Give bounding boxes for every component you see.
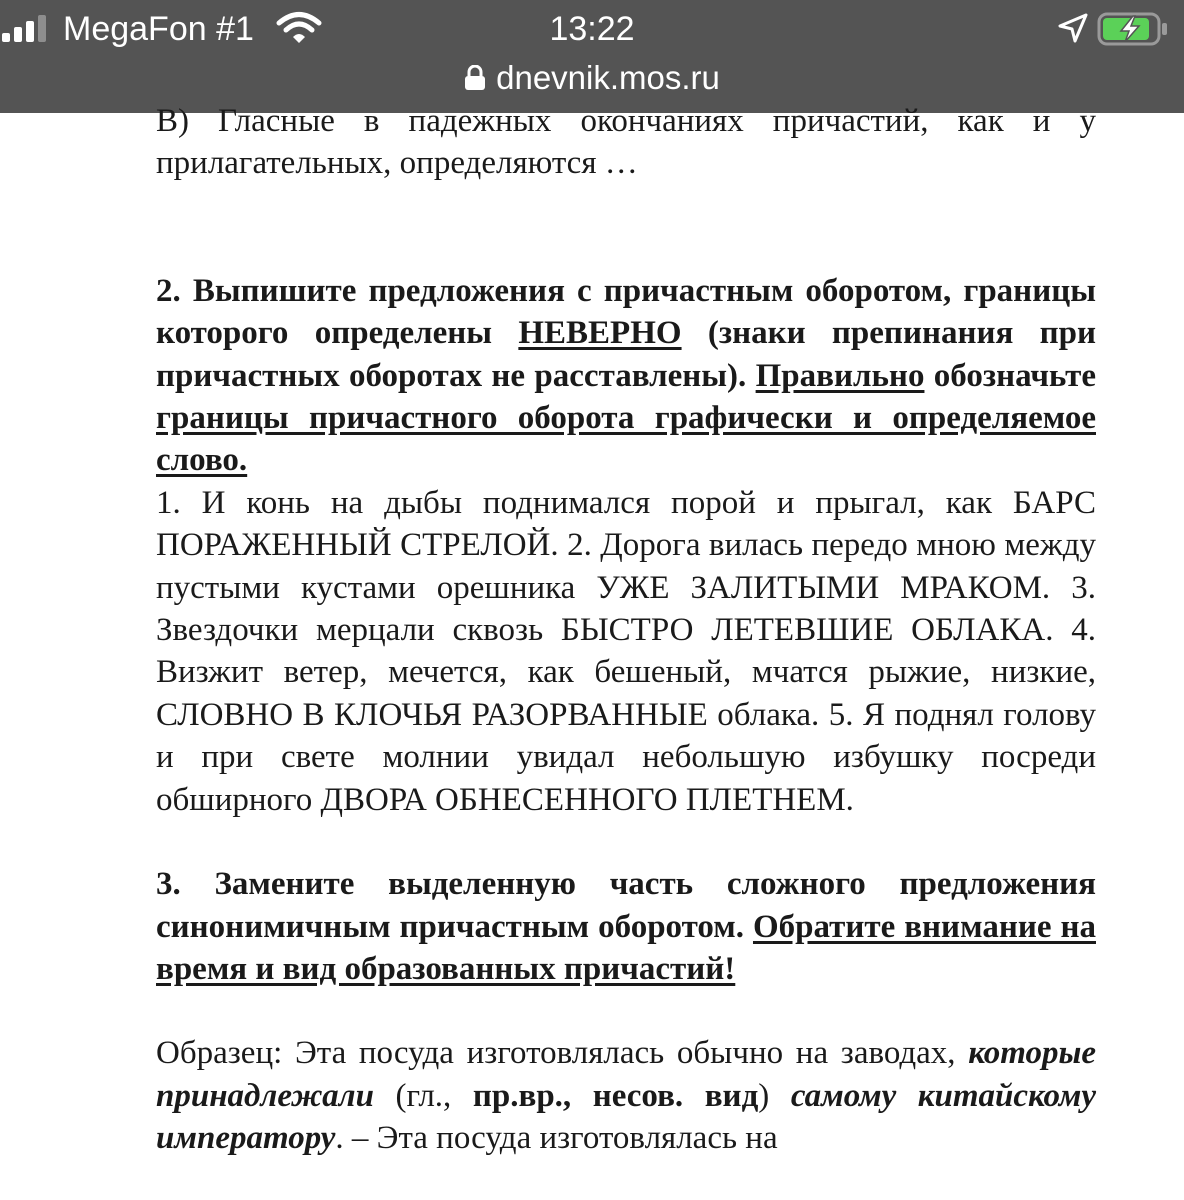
pravilno-emphasis: Правильно xyxy=(755,357,925,394)
address-bar[interactable] xyxy=(0,58,1184,98)
task-2-title-part-c: обозначьте xyxy=(924,357,1096,394)
neverno-emphasis: НЕВЕРНО xyxy=(518,315,682,352)
task-3-note-emphasis: Обратите внимание на время и вид образованных причастий! xyxy=(156,908,1096,987)
sample-highlight-2: самому китайскому императору xyxy=(156,1077,1096,1157)
status-bar xyxy=(0,0,1184,113)
task-3-instructions xyxy=(156,863,1096,990)
graphic-boundaries-emphasis: границы причастного оборота графически и определяемое слово. xyxy=(156,400,1096,479)
task-2-title-part-b: (знаки препинания при причастных оборотах не расставлены). xyxy=(156,315,1097,394)
sample-text xyxy=(156,1032,1096,1159)
document-page xyxy=(156,100,1096,1160)
battery-charging-icon xyxy=(1097,12,1169,46)
sample-paren-close: ) xyxy=(758,1077,791,1114)
sample-paren-open: (гл., xyxy=(373,1077,473,1114)
sample-tail: . – Эта посуда изготовлялась на xyxy=(335,1120,778,1157)
clock: 13:22 xyxy=(549,10,635,48)
task-2-instructions xyxy=(156,270,1096,482)
task-3-title-part-a: 3. Замените выделенную часть сложного предложения синонимичным причастным оборотом. xyxy=(156,866,1096,945)
lock-icon xyxy=(464,65,486,91)
sample-highlight-1: которые принадлежали xyxy=(156,1035,1096,1114)
sample-grammar-note: пр.вр., несов. вид xyxy=(472,1077,759,1114)
carrier-name: MegaFon #1 xyxy=(63,10,254,48)
task-2-sentences: 1. И конь на дыбы поднимался порой и прыгал, как БАРС ПОРАЖЕННЫЙ СТРЕЛОЙ. 2. Дорога вилась передо мною между пустыми кустами орешника УЖЕ ЗАЛИТЫМИ МРАКОМ. 3. Звездочки мерцали сквозь БЫСТРО ЛЕТЕВШИЕ ОБЛАКА. 4. Визжит ветер, мечется, как бешеный, мчатся рыжие, низкие, СЛОВНО В КЛОЧЬЯ РАЗОРВАННЫЕ облака. 5. Я поднял голову и при свете молнии увидал небольшую избушку посреди обширного ДВОРА ОБНЕСЕННОГО ПЛЕТНЕМ. xyxy=(156,484,1096,818)
url-text: dnevnik.mos.ru xyxy=(496,59,720,96)
location-arrow-icon xyxy=(1057,12,1089,44)
previous-item-text: В) Гласные в падежных окончаниях причастий, как и у прилагательных, определяются … xyxy=(156,103,1096,182)
task-2-title-part-a: 2. Выпишите предложения с причастным оборотом, границы которого определены xyxy=(156,272,1096,352)
sample-lead: Образец: Эта посуда изготовлялась обычно на заводах, xyxy=(156,1035,969,1072)
